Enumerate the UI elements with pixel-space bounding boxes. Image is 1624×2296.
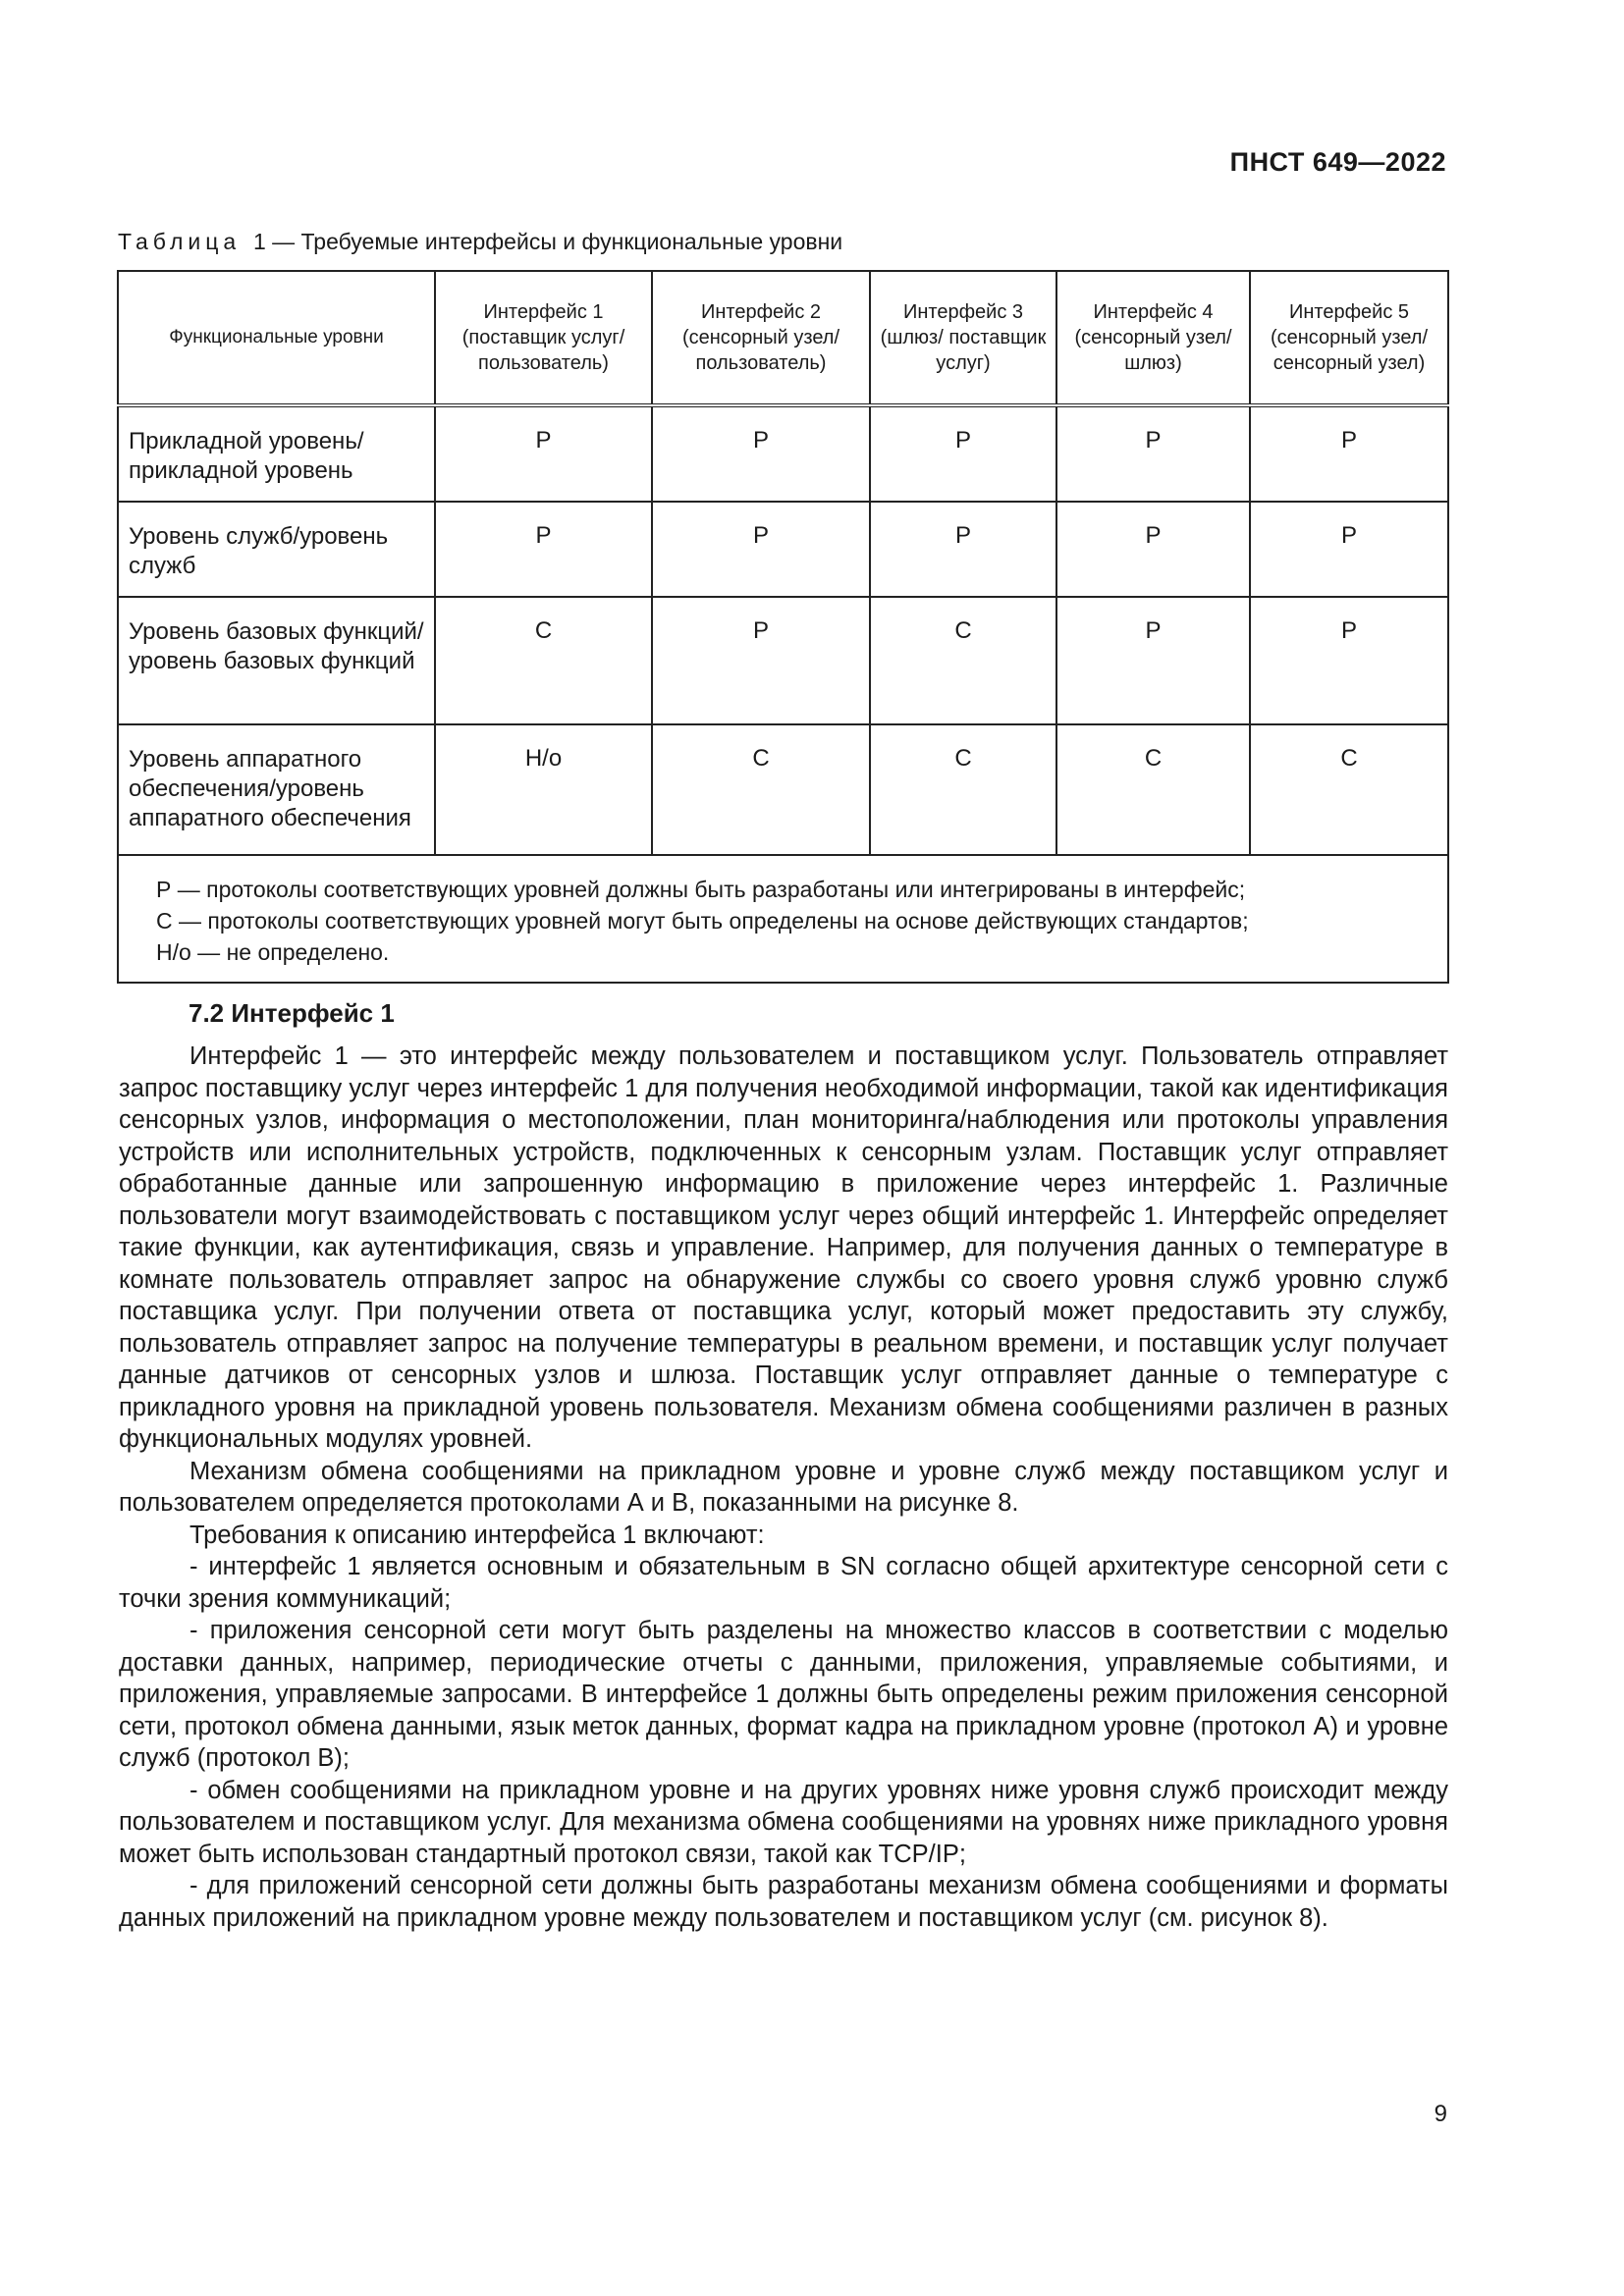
table-cell: Р (870, 502, 1056, 597)
section-body (119, 1041, 1448, 1934)
note-line: Р — протоколы соответствующих уровней должны быть разработаны или интегрированы в интерфейс; (156, 877, 1246, 902)
note-line: Н/о — не определено. (156, 939, 390, 965)
table-cell: Р (652, 502, 870, 597)
table-notes-row (118, 855, 1448, 983)
paragraph: Требования к описанию интерфейса 1 включают: (189, 1521, 765, 1549)
note-line: С — протоколы соответствующих уровней могут быть определены на основе действующих стандартов; (156, 908, 1249, 934)
row-level-label: Уровень служб/уровень служб (118, 502, 435, 597)
table-cell: С (870, 724, 1056, 855)
row-level-label: Уровень аппаратного обеспечения/уровень аппаратного обеспечения (118, 724, 435, 855)
table-cell: С (435, 597, 652, 724)
table-cell: Р (1056, 597, 1250, 724)
table-cell: С (870, 597, 1056, 724)
list-item: - интерфейс 1 является основным и обязательным в SN согласно общей архитектуре сенсорной сети с точки зрения коммуникаций; (119, 1553, 1448, 1613)
row-level-label: Уровень базовых функций/уровень базовых функций (118, 597, 435, 724)
table-cell: Р (435, 502, 652, 597)
table-row (118, 724, 1448, 855)
table-cell: С (1250, 724, 1448, 855)
header-interface-4: Интерфейс 4 (сенсорный узел/шлюз) (1056, 271, 1250, 405)
table-row (118, 597, 1448, 724)
table-cell: С (1056, 724, 1250, 855)
table-cell: Н/о (435, 724, 652, 855)
interfaces-table (117, 270, 1449, 984)
table-caption-word: Таблица (118, 229, 242, 254)
table-row (118, 405, 1448, 502)
table-notes (118, 855, 1448, 983)
list-item: - для приложений сенсорной сети должны быть разработаны механизм обмена сообщениями и форматы данных приложений на прикладном уровне между пользователем и поставщиком услуг (см. рисунок 8). (119, 1872, 1448, 1932)
table-cell: С (652, 724, 870, 855)
header-interface-3: Интерфейс 3 (шлюз/ поставщик услуг) (870, 271, 1056, 405)
table-cell: Р (652, 597, 870, 724)
table-cell: Р (435, 405, 652, 502)
table-cell: Р (1056, 502, 1250, 597)
table-cell: Р (1250, 597, 1448, 724)
table-cell: Р (870, 405, 1056, 502)
page-number: 9 (1434, 2101, 1447, 2127)
paragraph: Интерфейс 1 — это интерфейс между пользователем и поставщиком услуг. Пользователь отправляет запрос поставщику услуг через интерфейс 1 для получения необходимой информации, такой как идентификация сенсорных узлов, информация о местоположении, план мониторинга/наблюдения или протоколы управления устройств или исполнительных устройств, подключенных к сенсорным узлам. Поставщик услуг отправляет обработанные данные или запрошенную информацию в приложение через интерфейс 1. Различные пользователи могут взаимодействовать с поставщиком услуг через общий интерфейс 1. Интерфейс определяет такие функции, как аутентификация, связь и управление. Например, для получения данных о температуре в комнате пользователь отправляет запрос на обнаружение службы со своего уровня служб уровню служб поставщика услуг. При получении ответа от поставщика услуг, который может предоставить эту службу, пользователь отправляет запрос на получение температуры в реальном времени, и поставщик услуг получает данные датчиков от сенсорных узлов и шлюза. Поставщик услуг отправляет данные о температуре с прикладного уровня на прикладной уровень пользователя. Механизм обмена сообщениями различен в разных функциональных модулях уровней. (119, 1042, 1448, 1453)
list-item: - обмен сообщениями на прикладном уровне и на других уровнях ниже уровня служб происходит между пользователем и поставщиком услуг. Для механизма обмена сообщениями на уровнях ниже прикладного уровня может быть использован стандартный протокол связи, такой как TCP/IP; (119, 1776, 1448, 1868)
row-level-label: Прикладной уровень/ прикладной уровень (118, 405, 435, 502)
table-caption-text: 1 — Требуемые интерфейсы и функциональные уровни (252, 229, 843, 254)
table-cell: Р (1056, 405, 1250, 502)
list-item: - приложения сенсорной сети могут быть разделены на множество классов в соответствии с моделью доставки данных, например, периодические отчеты с данными, приложения, управляемые событиями, и приложения, управляемые запросами. В интерфейсе 1 должны быть определены режим приложения сенсорной сети, протокол обмена данными, язык меток данных, формат кадра на прикладном уровне (протокол А) и уровне служб (протокол В); (119, 1617, 1448, 1772)
header-interface-1: Интерфейс 1 (поставщик услуг/ пользователь) (435, 271, 652, 405)
header-interface-2: Интерфейс 2 (сенсорный узел/ пользователь) (652, 271, 870, 405)
table-caption (118, 229, 842, 255)
section-heading: 7.2 Интерфейс 1 (189, 998, 395, 1028)
table-cell: Р (1250, 502, 1448, 597)
table-cell: Р (1250, 405, 1448, 502)
header-functional-levels: Функциональные уровни (118, 271, 435, 405)
document-code: ПНСТ 649—2022 (1229, 147, 1446, 177)
paragraph: Механизм обмена сообщениями на прикладном уровне и уровне служб между поставщиком услуг и пользователем определяется протоколами А и В, показанными на рисунке 8. (119, 1457, 1448, 1517)
table-header-row (118, 271, 1448, 405)
table-cell: Р (652, 405, 870, 502)
table-row (118, 502, 1448, 597)
header-interface-5: Интерфейс 5 (сенсорный узел/сенсорный узел) (1250, 271, 1448, 405)
